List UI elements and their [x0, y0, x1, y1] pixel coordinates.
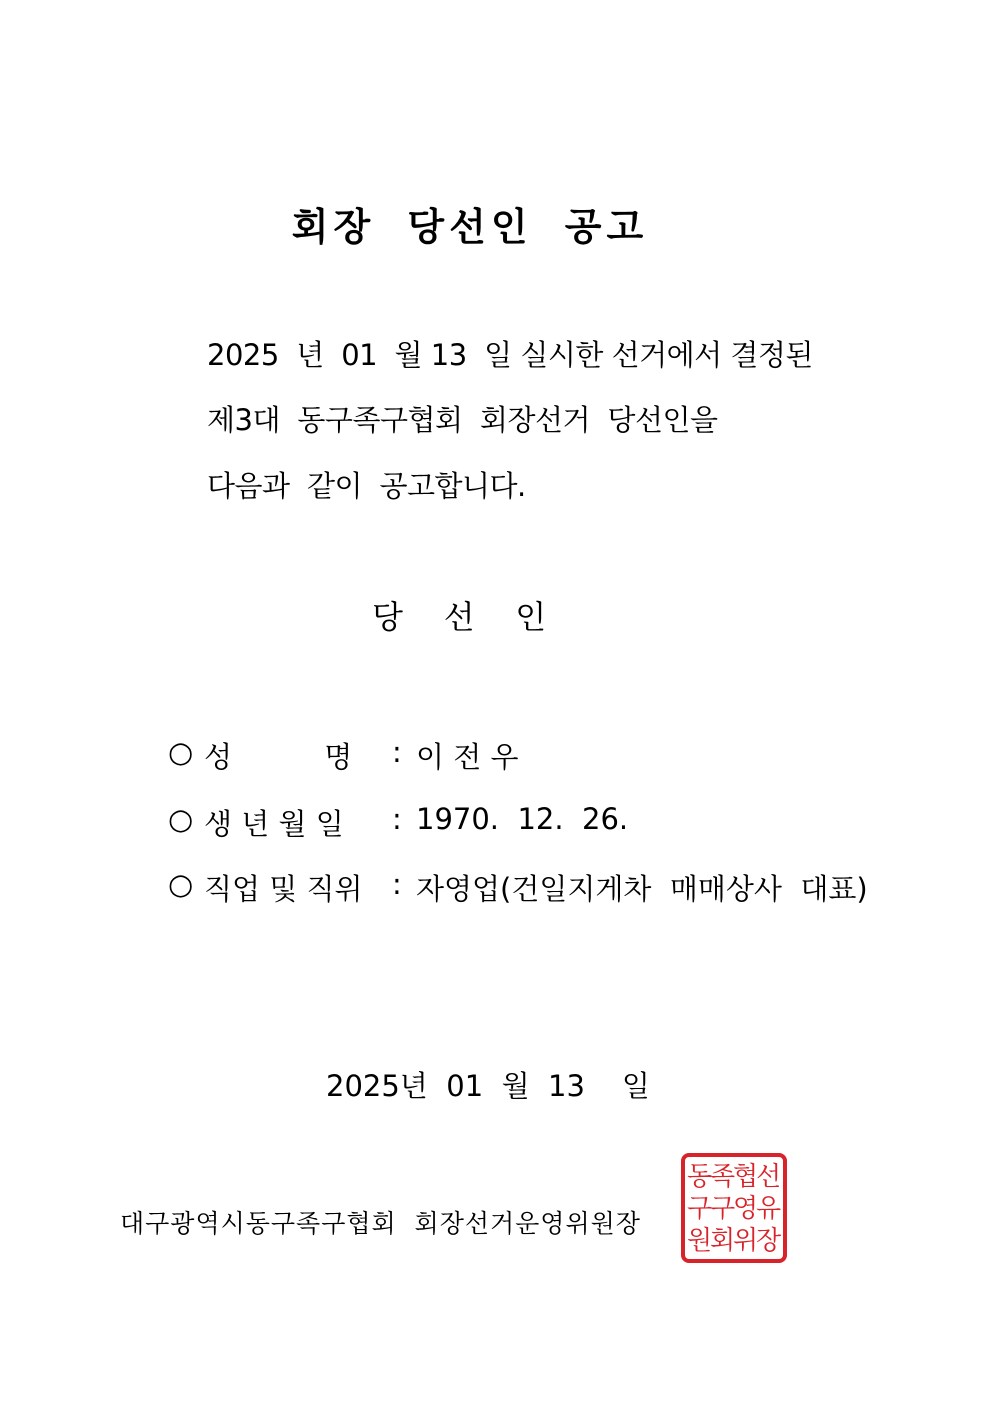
intro-line-2: 제3대 동구족구협회 회장선거 당선인을 — [207, 403, 718, 437]
seal-glyph: 장 — [755, 1226, 782, 1256]
seal-glyph: 위 — [732, 1226, 759, 1256]
issuer-name: 대구광역시동구족구협회 회장선거운영위원장 — [120, 1209, 641, 1238]
detail-label: 성 명 — [204, 740, 353, 774]
detail-row-name — [168, 735, 519, 775]
seal-glyph: 원 — [686, 1226, 713, 1256]
detail-value: 1970. 12. 26. — [416, 802, 629, 836]
detail-value: 자영업(건일지게차 매매상사 대표) — [416, 872, 868, 906]
seal-glyph: 동 — [686, 1162, 713, 1192]
seal-glyph: 족 — [709, 1162, 736, 1192]
detail-row-occupation — [168, 867, 868, 907]
seal-glyph: 구 — [709, 1194, 736, 1224]
circle-bullet-icon: ○ — [168, 802, 194, 836]
intro-line-1: 2025 년 01 월 13 일 실시한 선거에서 결정된 — [207, 338, 813, 372]
seal-glyph: 회 — [709, 1226, 736, 1256]
notice-date: 2025년 01 월 13 일 — [326, 1069, 650, 1103]
seal-glyph: 유 — [755, 1194, 782, 1224]
seal-glyph: 협 — [732, 1162, 759, 1192]
detail-colon: : — [392, 735, 402, 769]
detail-value: 이 전 우 — [416, 740, 519, 774]
notice-title: 회장 당선인 공고 — [291, 204, 649, 249]
seal-glyph: 선 — [755, 1162, 782, 1192]
seal-glyph: 구 — [686, 1194, 713, 1224]
detail-label: 직업 및 직위 — [204, 872, 363, 906]
circle-bullet-icon: ○ — [168, 867, 194, 901]
elected-person-heading: 당 선 인 — [372, 598, 547, 636]
detail-row-birthdate — [168, 802, 629, 842]
detail-colon: : — [392, 867, 402, 901]
detail-colon: : — [392, 802, 402, 836]
intro-line-3: 다음과 같이 공고합니다. — [207, 469, 526, 503]
seal-glyph: 영 — [732, 1194, 759, 1224]
detail-label: 생 년 월 일 — [204, 807, 344, 841]
official-seal-stamp — [680, 1152, 788, 1264]
circle-bullet-icon: ○ — [168, 735, 194, 769]
